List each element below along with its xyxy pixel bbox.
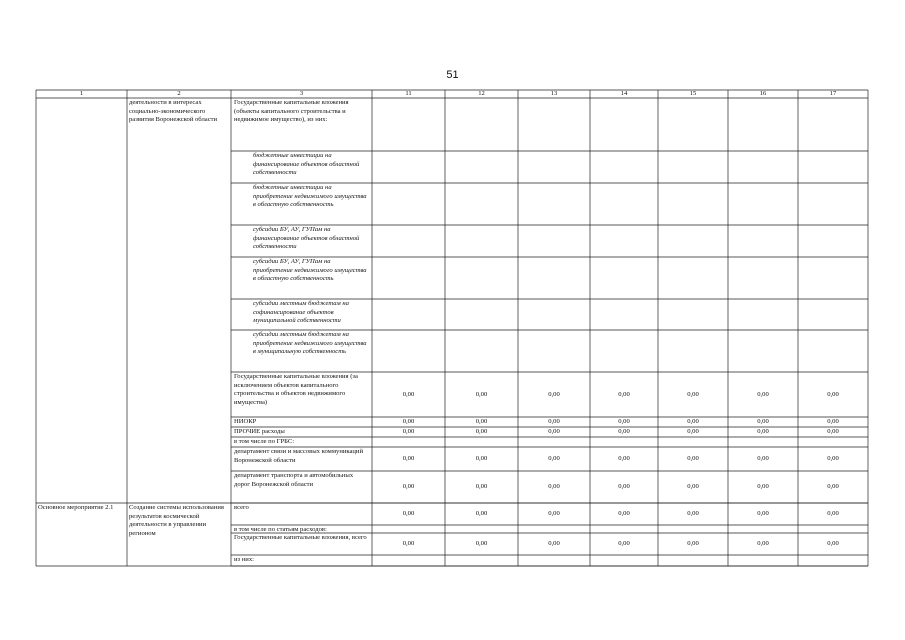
- row-value: 0,00: [827, 483, 839, 490]
- row-value: 0,00: [618, 391, 630, 398]
- row-value: 0,00: [827, 510, 839, 517]
- row-value: 0,00: [618, 418, 630, 425]
- row-value: 0,00: [757, 455, 769, 462]
- row-label: в том числе по ГРБС:: [234, 438, 295, 445]
- row-value: 0,00: [827, 428, 839, 435]
- header-col-13: 13: [550, 90, 558, 97]
- activity-text: Создание системы использования результатов космической деятельности в управлении регионом: [129, 504, 224, 538]
- row-label: ПРОЧИЕ расходы: [234, 428, 285, 435]
- row-value: 0,00: [548, 428, 560, 435]
- row-value: 0,00: [618, 455, 630, 462]
- row-value: 0,00: [827, 540, 839, 547]
- col2-top-text: деятельности в интересах социально-экономического развития Воронежской области: [129, 99, 218, 124]
- header-col-15: 15: [689, 90, 697, 97]
- row-label: в том числе по статьям расходов:: [234, 526, 327, 533]
- header-col-17: 17: [829, 90, 837, 97]
- row-label: всего: [234, 504, 249, 511]
- row-value: 0,00: [687, 428, 699, 435]
- row-value: 0,00: [402, 510, 415, 517]
- row-value: 0,00: [618, 540, 630, 547]
- activity-label: Основное мероприятие 2.1: [38, 504, 114, 511]
- row-value: 0,00: [548, 391, 560, 398]
- row-value: 0,00: [757, 540, 769, 547]
- row-value: 0,00: [757, 483, 769, 490]
- header-col-3: 3: [299, 90, 304, 97]
- header-col-1: 1: [79, 90, 84, 97]
- row-value: 0,00: [548, 418, 560, 425]
- row-value: 0,00: [757, 418, 769, 425]
- row-value: 0,00: [475, 428, 488, 435]
- row-value: 0,00: [687, 418, 699, 425]
- row-value: 0,00: [687, 483, 699, 490]
- row-value: 0,00: [402, 540, 415, 547]
- row-label: Государственные капитальные вложения (объекты капитального строительства и недвижимое имущество), из них:: [234, 99, 349, 124]
- row-value: 0,00: [827, 391, 839, 398]
- row-label: департамент транспорта и автомобильных дорог Воронежской области: [234, 472, 354, 488]
- row-label: НИОКР: [234, 418, 257, 425]
- row-value: 0,00: [618, 483, 630, 490]
- row-value: 0,00: [827, 418, 839, 425]
- header-col-16: 16: [759, 90, 767, 97]
- header-col-2: 2: [177, 90, 181, 97]
- row-value: 0,00: [687, 510, 699, 517]
- row-value: 0,00: [757, 428, 769, 435]
- row-value: 0,00: [687, 391, 699, 398]
- row-label: субсидии местным бюджетам на софинансирование объектов муниципальной собственности: [253, 300, 349, 325]
- row-label: бюджетные инвестиции на приобретение недвижимого имущества в областную собственность: [253, 184, 367, 209]
- row-value: 0,00: [475, 483, 488, 490]
- header-col-11: 11: [405, 90, 412, 97]
- row-value: 0,00: [402, 418, 415, 425]
- row-value: 0,00: [687, 455, 699, 462]
- row-value: 0,00: [475, 455, 488, 462]
- row-label: из них:: [234, 556, 254, 563]
- row-label: Государственные капитальные вложения, всего: [234, 534, 367, 541]
- header-col-12: 12: [478, 90, 485, 97]
- row-value: 0,00: [757, 510, 769, 517]
- row-label: субсидии БУ, АУ, ГУПам на финансирование объектов областной собственности: [253, 226, 360, 251]
- header-col-14: 14: [620, 90, 628, 97]
- row-label: бюджетные инвестиции на финансирование объектов областной собственности: [253, 152, 360, 177]
- row-value: 0,00: [475, 391, 488, 398]
- row-value: 0,00: [402, 455, 415, 462]
- row-label: субсидии БУ, АУ, ГУПам на приобретение недвижимого имущества в областную собственность: [253, 258, 367, 283]
- row-value: 0,00: [548, 483, 560, 490]
- row-value: 0,00: [548, 455, 560, 462]
- row-value: 0,00: [757, 391, 769, 398]
- row-value: 0,00: [402, 483, 415, 490]
- row-value: 0,00: [548, 510, 560, 517]
- row-label: департамент связи и массовых коммуникаций Воронежской области: [234, 448, 363, 464]
- row-value: 0,00: [687, 540, 699, 547]
- row-label: субсидии местным бюджетам на приобретение недвижимого имущества в муниципальную собственность: [253, 331, 367, 356]
- row-value: 0,00: [475, 418, 488, 425]
- row-value: 0,00: [475, 540, 488, 547]
- row-value: 0,00: [618, 510, 630, 517]
- row-value: 0,00: [475, 510, 488, 517]
- row-label: Государственные капитальные вложения (за исключением объектов капитального строительства и объектов недвижимого имущества): [234, 373, 358, 407]
- page-number: 51: [446, 69, 459, 81]
- row-value: 0,00: [618, 428, 630, 435]
- row-value: 0,00: [548, 540, 560, 547]
- row-value: 0,00: [827, 455, 839, 462]
- row-value: 0,00: [402, 428, 415, 435]
- row-value: 0,00: [402, 391, 415, 398]
